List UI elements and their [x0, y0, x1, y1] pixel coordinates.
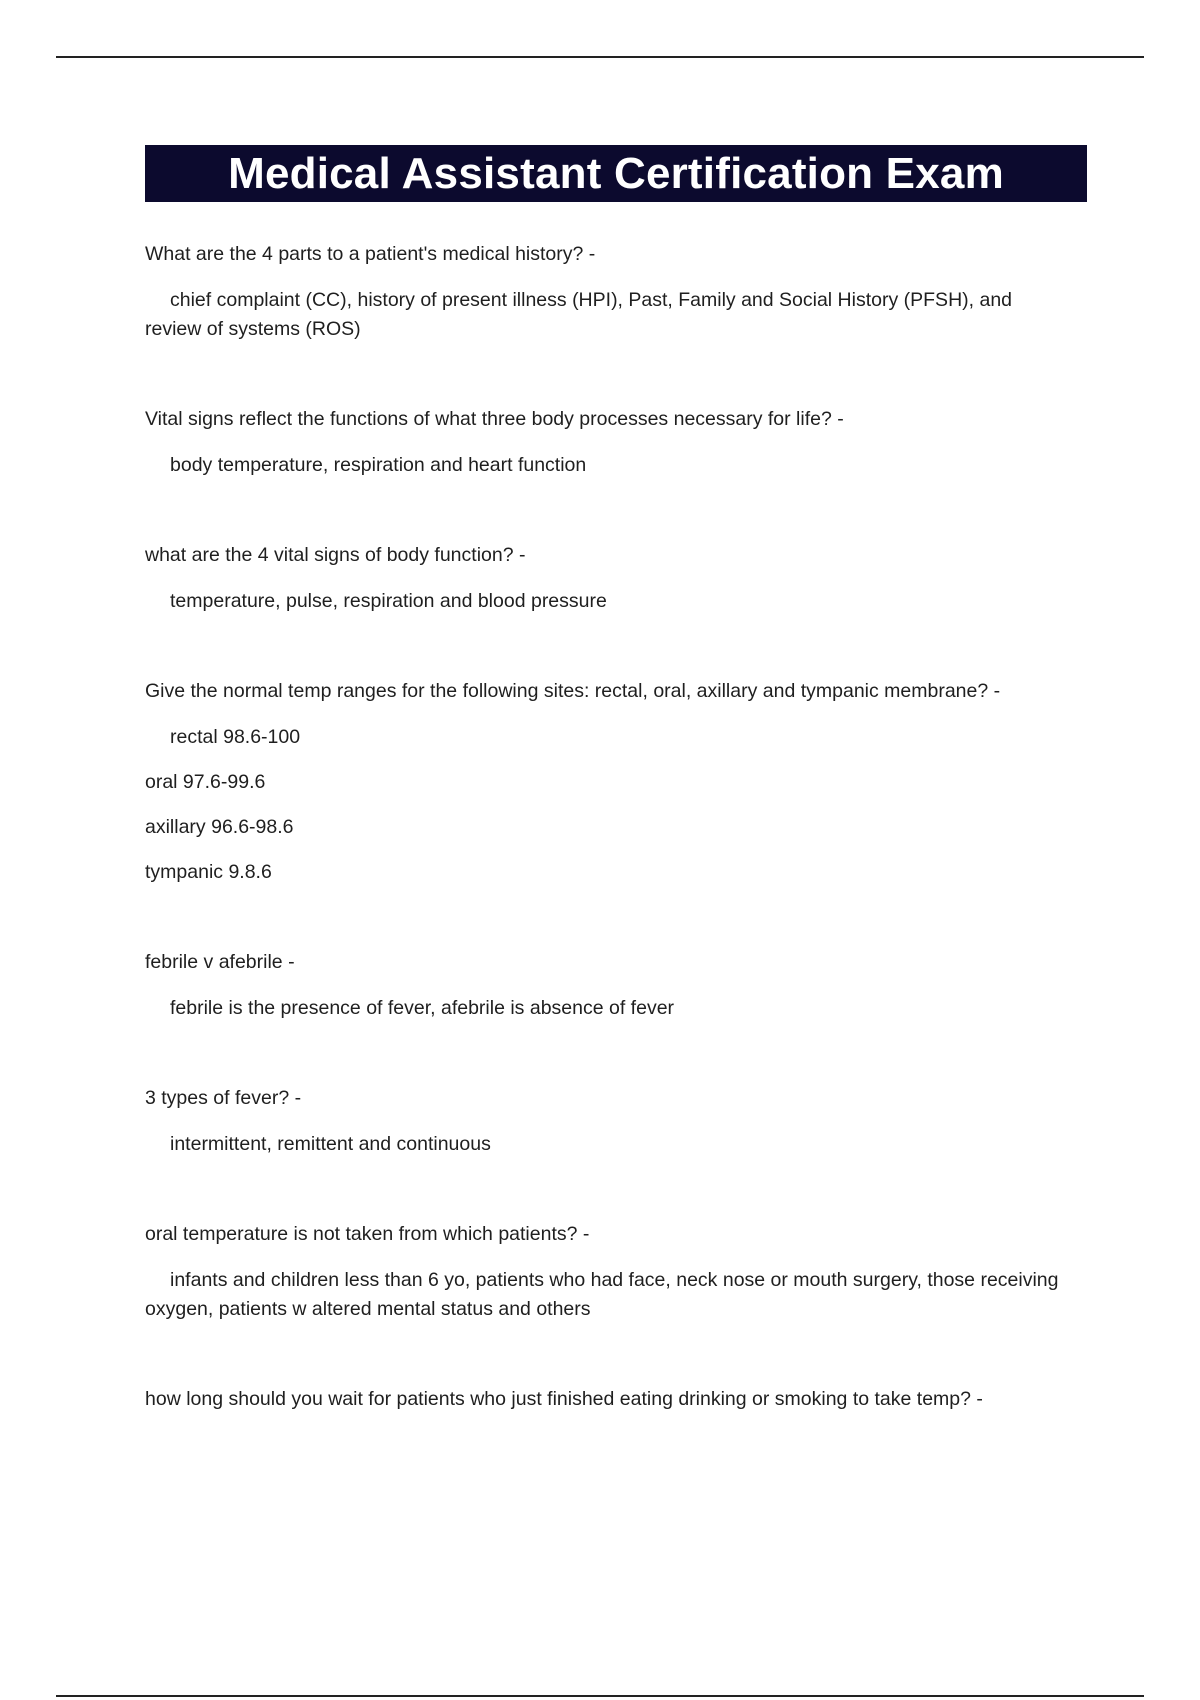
answer-text: temperature, pulse, respiration and blood pressure	[170, 590, 607, 612]
answer-text: infants and children less than 6 yo, patients who had face, neck nose or mouth surgery, those receiving oxygen, patients w altered mental status and others	[145, 1269, 1059, 1320]
question-text: what are the 4 vital signs of body function? -	[145, 544, 526, 566]
qa-item	[145, 1220, 1065, 1324]
answer-text: intermittent, remittent and continuous	[170, 1133, 491, 1155]
question-text: how long should you wait for patients who just finished eating drinking or smoking to take temp? -	[145, 1388, 983, 1410]
top-divider	[56, 56, 1144, 58]
qa-item	[145, 948, 1065, 1023]
bottom-divider	[56, 1695, 1144, 1697]
question-text: Give the normal temp ranges for the following sites: rectal, oral, axillary and tympanic membrane? -	[145, 680, 1001, 702]
answer-block	[145, 723, 1065, 887]
answer-text: febrile is the presence of fever, afebrile is absence of fever	[170, 997, 675, 1019]
answer-block	[145, 587, 1065, 616]
answer-block	[145, 994, 1065, 1023]
page-title: Medical Assistant Certification Exam	[228, 148, 1004, 198]
answer-block	[145, 1130, 1065, 1159]
answer-block	[145, 286, 1065, 344]
answer-line-axillary: axillary 96.6-98.6	[145, 816, 294, 838]
question-text: febrile v afebrile -	[145, 951, 295, 973]
question-text: Vital signs reflect the functions of what three body processes necessary for life? -	[145, 408, 844, 430]
question-text: oral temperature is not taken from which patients? -	[145, 1223, 590, 1245]
qa-item	[145, 240, 1065, 344]
answer-text: chief complaint (CC), history of present illness (HPI), Past, Family and Social History (PFSH), and review of systems (ROS)	[145, 289, 1013, 340]
qa-item	[145, 405, 1065, 480]
qa-item	[145, 677, 1065, 887]
answer-line-tympanic: tympanic 9.8.6	[145, 861, 272, 883]
qa-item	[145, 1084, 1065, 1159]
qa-item	[145, 1385, 1065, 1414]
answer-block	[145, 451, 1065, 480]
qa-item	[145, 541, 1065, 616]
question-text: What are the 4 parts to a patient's medical history? -	[145, 243, 596, 265]
answer-line-oral: oral 97.6-99.6	[145, 771, 266, 793]
qa-list	[145, 240, 1065, 1475]
question-text: 3 types of fever? -	[145, 1087, 302, 1109]
title-banner	[145, 145, 1087, 202]
answer-block	[145, 1266, 1065, 1324]
answer-text: body temperature, respiration and heart function	[170, 454, 587, 476]
answer-line-rectal: rectal 98.6-100	[170, 726, 301, 748]
